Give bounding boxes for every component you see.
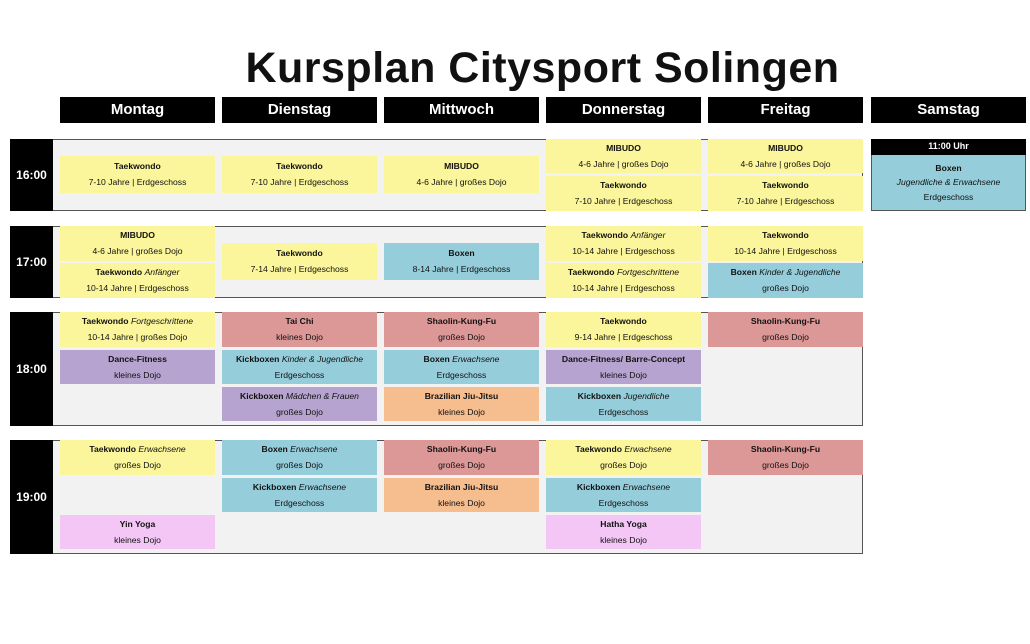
course-name: Yin Yoga — [119, 518, 156, 529]
time-label-19: 19:00 — [10, 440, 53, 554]
course-name: Kickboxen — [240, 390, 284, 401]
course-info: 9-14 Jahre | Erdgeschoss — [574, 332, 673, 342]
course-name: Dance-Fitness — [108, 353, 167, 364]
course-subtitle: Fortgeschrittene — [616, 267, 680, 278]
course-subtitle: Erwachsene — [298, 481, 347, 492]
page-title: Kursplan Citysport Solingen — [245, 44, 840, 92]
course-info: 7-10 Jahre | Erdgeschoss — [574, 196, 673, 206]
course-info: 4-6 Jahre | großes Dojo — [92, 246, 183, 256]
course-info: 10-14 Jahre | Erdgeschoss — [572, 283, 675, 293]
course-card — [546, 226, 701, 261]
day-header-mittwoch: Mittwoch — [384, 97, 539, 123]
course-name: Boxen — [935, 162, 962, 173]
course-name: MIBUDO — [768, 142, 803, 153]
course-info: kleines Dojo — [600, 369, 647, 380]
course-card — [546, 440, 701, 475]
course-card — [708, 440, 863, 475]
course-subtitle: Erwachsene — [138, 444, 186, 455]
day-header-donnerstag: Donnerstag — [546, 97, 701, 123]
course-card — [60, 515, 215, 549]
course-info: Erdgeschoss — [598, 406, 649, 417]
course-subtitle: Anfänger — [630, 230, 666, 241]
course-card — [708, 226, 863, 261]
course-info: 10-14 Jahre | Erdgeschoss — [734, 246, 837, 256]
course-info: 7-14 Jahre | Erdgeschoss — [250, 264, 349, 274]
course-name: Brazilian Jiu-Jitsu — [424, 390, 499, 401]
course-detail: Jugendliche & Erwachsene — [896, 177, 1001, 188]
course-name: Dance-Fitness/ Barre-Concept — [561, 353, 686, 364]
course-subtitle: Erwachsene — [452, 353, 500, 364]
course-name: Boxen — [730, 267, 757, 278]
course-info: 7-10 Jahre | Erdgeschoss — [250, 177, 349, 187]
course-name: Boxen — [261, 444, 288, 455]
course-card — [708, 139, 863, 173]
course-card — [384, 440, 539, 475]
course-info: 10-14 Jahre | Erdgeschoss — [86, 283, 189, 293]
course-info: großes Dojo — [438, 332, 485, 342]
course-card — [546, 176, 701, 211]
time-label-17: 17:00 — [10, 226, 53, 298]
course-name: Shaolin-Kung-Fu — [750, 444, 821, 455]
course-subtitle: Kinder & Jugendliche — [759, 267, 841, 278]
course-name: Kickboxen — [252, 481, 297, 492]
course-subtitle: Erwachsene — [624, 444, 672, 455]
course-info: Erdgeschoss — [923, 191, 974, 202]
course-name: Taekwondo — [276, 248, 323, 259]
course-card — [384, 350, 539, 384]
course-name: Taekwondo — [575, 444, 622, 455]
course-card — [60, 263, 215, 298]
course-card — [708, 176, 863, 211]
course-info: großes Dojo — [114, 460, 161, 470]
course-info: großes Dojo — [438, 460, 485, 470]
course-card — [384, 478, 539, 512]
course-card — [60, 312, 215, 347]
course-card — [546, 312, 701, 347]
course-name: Taekwondo — [89, 444, 136, 455]
day-header-dienstag: Dienstag — [222, 97, 377, 123]
course-subtitle: Erwachsene — [290, 444, 338, 455]
course-info: 10-14 Jahre | großes Dojo — [87, 332, 188, 342]
day-header-samstag: Samstag — [871, 97, 1026, 123]
course-info: 7-10 Jahre | Erdgeschoss — [736, 196, 835, 206]
course-info: Erdgeschoss — [598, 497, 649, 508]
course-card — [708, 312, 863, 347]
course-subtitle: Kinder & Jugendliche — [281, 353, 364, 364]
course-name: Taekwondo — [762, 180, 809, 191]
course-card — [60, 350, 215, 384]
course-name: Kickboxen — [577, 390, 622, 401]
saturday-time: 11:00 Uhr — [871, 139, 1026, 155]
course-info: kleines Dojo — [438, 497, 485, 508]
course-name: MIBUDO — [606, 142, 641, 153]
course-name: Taekwondo — [600, 316, 647, 327]
course-card — [384, 387, 539, 421]
course-name: Taekwondo — [581, 230, 629, 241]
course-name: Taekwondo — [95, 267, 143, 278]
course-info: großes Dojo — [762, 283, 809, 293]
course-card — [60, 226, 215, 261]
course-card — [60, 440, 215, 475]
course-info: Erdgeschoss — [274, 369, 325, 380]
course-subtitle: Fortgeschrittene — [130, 316, 194, 327]
course-info: großes Dojo — [762, 460, 809, 470]
course-name: Taekwondo — [81, 316, 129, 327]
course-info: Erdgeschoss — [274, 497, 325, 508]
course-card — [546, 515, 701, 549]
course-card — [708, 263, 863, 298]
course-subtitle: Jugendliche — [623, 390, 670, 401]
course-name: Shaolin-Kung-Fu — [426, 316, 497, 327]
course-info: großes Dojo — [762, 332, 809, 342]
course-info: großes Dojo — [276, 460, 323, 470]
course-info: großes Dojo — [276, 406, 323, 417]
course-name: Brazilian Jiu-Jitsu — [424, 481, 499, 492]
course-info: Erdgeschoss — [436, 369, 487, 380]
course-card — [384, 156, 539, 193]
course-subtitle: Erwachsene — [622, 481, 671, 492]
course-card — [222, 243, 377, 280]
course-card — [384, 312, 539, 347]
course-info: kleines Dojo — [114, 534, 161, 545]
course-card — [871, 155, 1026, 211]
course-name: Taekwondo — [567, 267, 615, 278]
course-info: kleines Dojo — [276, 332, 323, 342]
course-name: Taekwondo — [276, 161, 323, 172]
course-card — [222, 156, 377, 193]
course-card — [546, 139, 701, 173]
course-info: 4-6 Jahre | großes Dojo — [578, 158, 669, 169]
course-card — [60, 156, 215, 193]
day-header-montag: Montag — [60, 97, 215, 123]
course-subtitle: Mädchen & Frauen — [285, 390, 359, 401]
course-card — [546, 478, 701, 512]
course-card — [546, 387, 701, 421]
course-name: Hatha Yoga — [600, 518, 647, 529]
course-name: Tai Chi — [285, 316, 314, 327]
course-card — [222, 387, 377, 421]
course-card — [384, 243, 539, 280]
course-name: Kickboxen — [235, 353, 280, 364]
time-label-18: 18:00 — [10, 312, 53, 426]
course-info: kleines Dojo — [438, 406, 485, 417]
course-name: Taekwondo — [114, 161, 161, 172]
course-card — [222, 478, 377, 512]
course-card — [222, 312, 377, 347]
course-name: Shaolin-Kung-Fu — [750, 316, 821, 327]
course-info: 4-6 Jahre | großes Dojo — [740, 158, 831, 169]
course-info: kleines Dojo — [114, 369, 161, 380]
course-name: MIBUDO — [444, 161, 479, 172]
day-header-freitag: Freitag — [708, 97, 863, 123]
course-info: großes Dojo — [600, 460, 647, 470]
course-name: Kickboxen — [576, 481, 621, 492]
course-name: Taekwondo — [600, 180, 647, 191]
course-info: 4-6 Jahre | großes Dojo — [416, 177, 507, 187]
course-info: kleines Dojo — [600, 534, 647, 545]
course-card — [546, 263, 701, 298]
course-name: Taekwondo — [762, 230, 809, 241]
course-name: Boxen — [423, 353, 450, 364]
course-card — [546, 350, 701, 384]
course-name: Shaolin-Kung-Fu — [426, 444, 497, 455]
time-label-16: 16:00 — [10, 139, 53, 211]
course-name: Boxen — [448, 248, 475, 259]
course-name: MIBUDO — [120, 230, 155, 241]
course-card — [222, 350, 377, 384]
course-subtitle: Anfänger — [144, 267, 180, 278]
course-info: 10-14 Jahre | Erdgeschoss — [572, 246, 675, 256]
course-info: 7-10 Jahre | Erdgeschoss — [88, 177, 187, 187]
course-card — [222, 440, 377, 475]
course-info: 8-14 Jahre | Erdgeschoss — [412, 264, 511, 274]
